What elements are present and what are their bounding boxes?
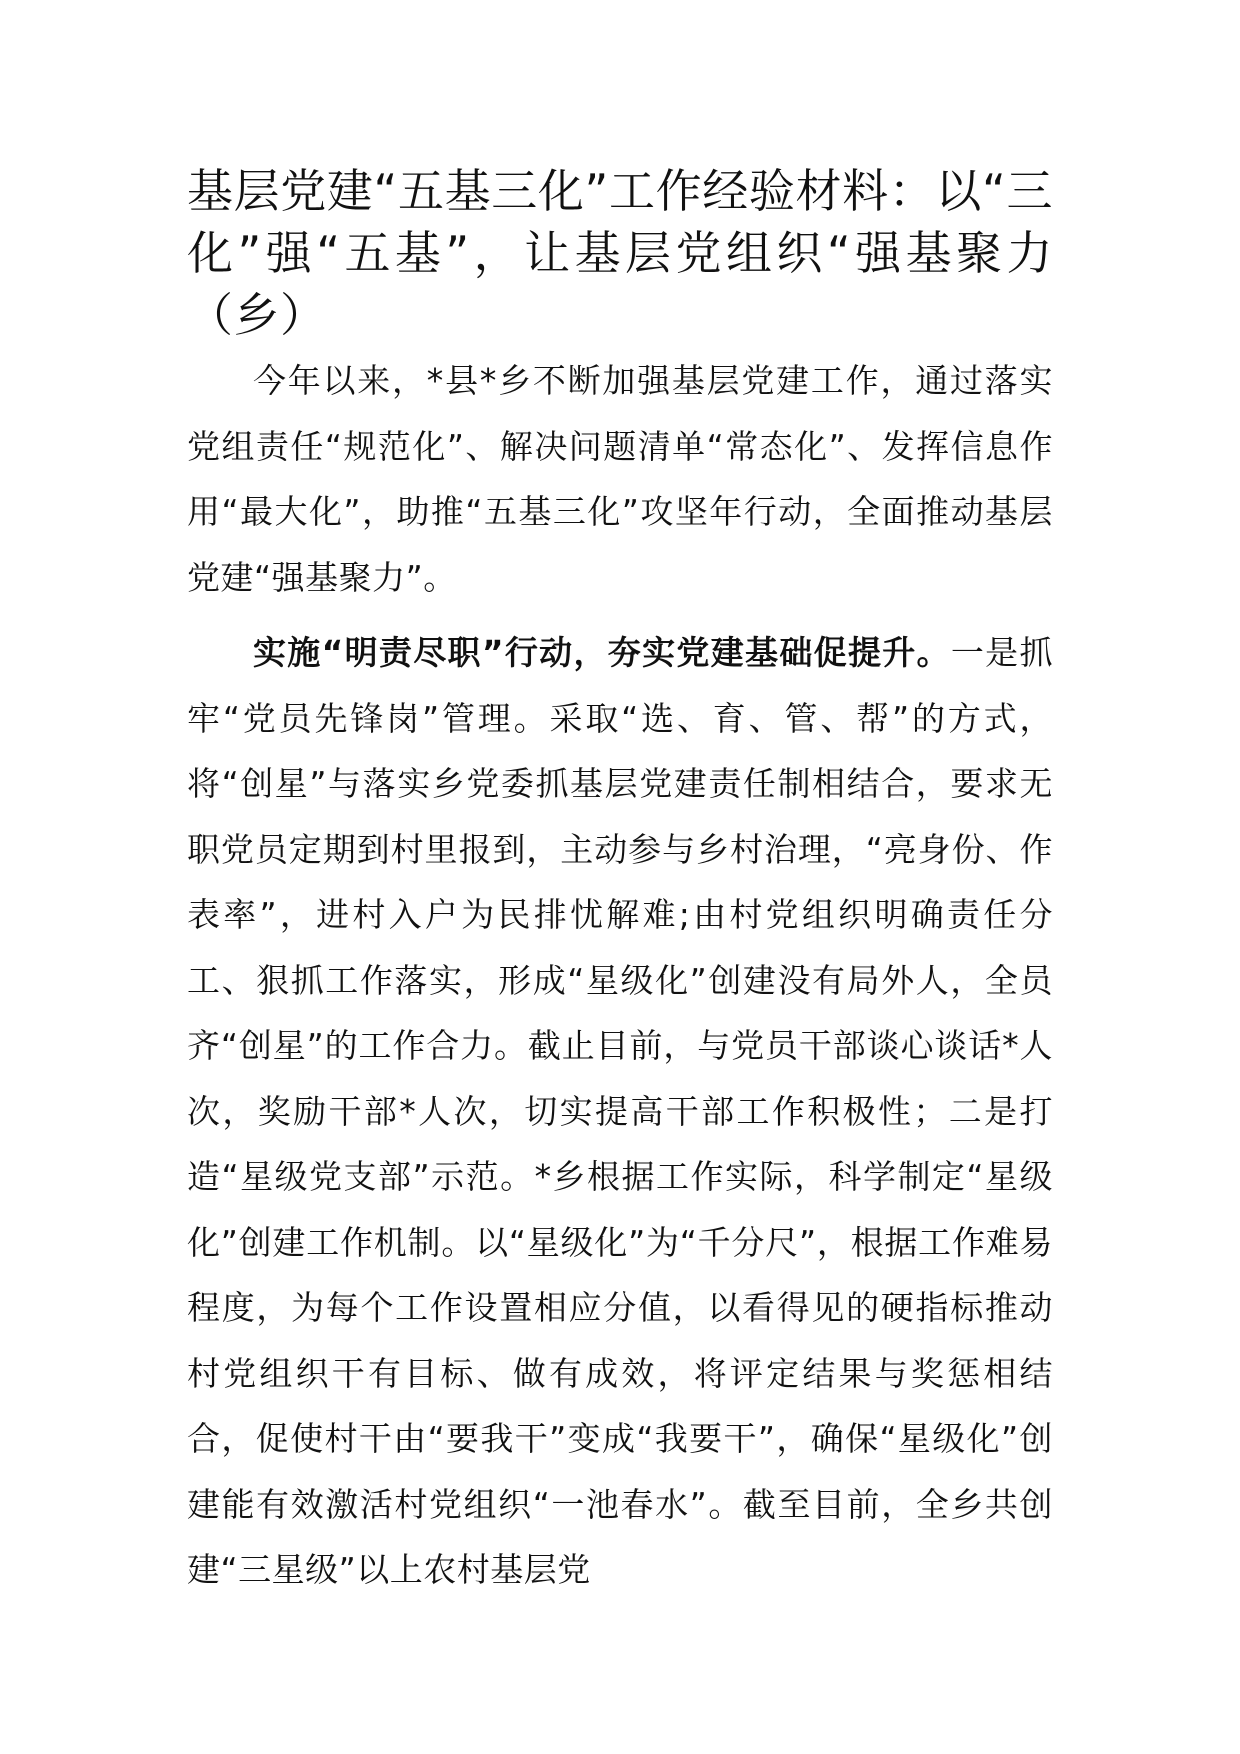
- document-title: 基层党建“五基三化”工作经验材料：以“三化”强“五基”，让基层党组织“强基聚力（乡）: [187, 164, 1053, 342]
- section-heading: 实施“明责尽职”行动，夯实党建基础促提升。: [253, 633, 951, 672]
- document-body: [187, 160, 1053, 1603]
- intro-paragraph: 今年以来，*县*乡不断加强基层党建工作，通过落实党组责任“规范化”、解决问题清单“常态化”、发挥信息作用“最大化”，助推“五基三化”攻坚年行动，全面推动基层党建“强基聚力”。: [187, 361, 1053, 597]
- section-paragraph: [187, 620, 1053, 1603]
- section-body: 一是抓牢“党员先锋岗”管理。采取“选、育、管、帮”的方式，将“创星”与落实乡党委抓基层党建责任制相结合，要求无职党员定期到村里报到，主动参与乡村治理，“亮身份、作表率”，进村入户为民排忧解难;由村党组织明确责任分工、狠抓工作落实，形成“星级化”创建没有局外人，全员齐“创星”的工作合力。截止目前，与党员干部谈心谈话*人次，奖励干部*人次，切实提高干部工作积极性；二是打造“星级党支部”示范。*乡根据工作实际，科学制定“星级化”创建工作机制。以“星级化”为“千分尺”，根据工作难易程度，为每个工作设置相应分值，以看得见的硬指标推动村党组织干有目标、做有成效，将评定结果与奖惩相结合，促使村干由“要我干”变成“我要干”，确保“星级化”创建能有效激活村党组织“一池春水”。截至目前，全乡共创建“三星级”以上农村基层党: [187, 633, 1053, 1589]
